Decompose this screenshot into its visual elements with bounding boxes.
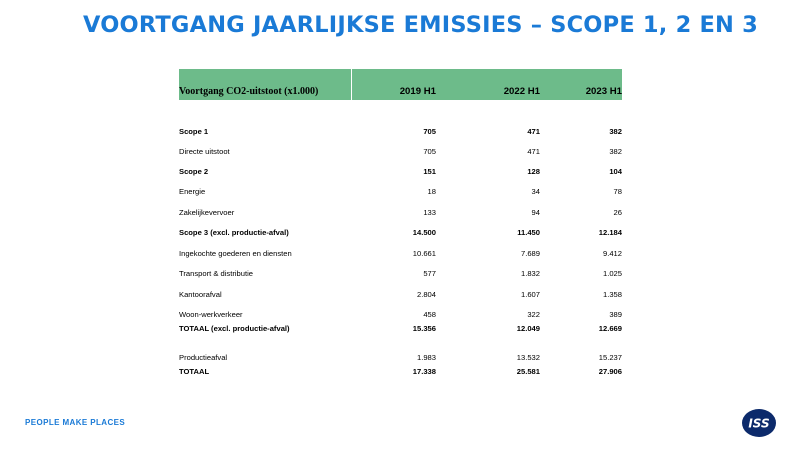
cell-2019: 14.500: [412, 228, 436, 237]
cell-2023: 382: [609, 127, 622, 136]
cell-2019: 577: [423, 269, 436, 278]
header-label: Voortgang CO2-uitstoot (x1.000): [179, 86, 319, 97]
table-row: [179, 290, 622, 302]
table-row: [179, 324, 622, 336]
cell-2023: 12.184: [598, 228, 622, 237]
cell-2023: 389: [609, 310, 622, 319]
cell-2023: 26: [613, 208, 622, 217]
cell-2019: 705: [423, 127, 436, 136]
cell-2019: 1.983: [416, 353, 436, 362]
cell-2023: 78: [613, 187, 622, 196]
table-row: [179, 310, 622, 322]
cell-2023: 1.358: [602, 290, 622, 299]
row-label: Scope 2: [179, 167, 209, 176]
cell-2023: 27.906: [598, 367, 622, 376]
cell-2019: 2.804: [416, 290, 436, 299]
logo-text: ISS: [748, 416, 770, 431]
row-label: Transport & distributie: [179, 269, 253, 278]
cell-2022: 128: [527, 167, 540, 176]
row-label: Woon-werkverkeer: [179, 310, 243, 319]
cell-2022: 322: [527, 310, 540, 319]
iss-logo: [741, 408, 777, 438]
row-label: Scope 3 (excl. productie-afval): [179, 228, 289, 237]
cell-2022: 1.832: [520, 269, 540, 278]
cell-2022: 471: [527, 147, 540, 156]
cell-2022: 11.450: [517, 228, 540, 237]
table-row: [179, 167, 622, 179]
header-2023-h1: 2023 H1: [585, 86, 622, 97]
cell-2022: 7.689: [520, 249, 540, 258]
footer-tagline: PEOPLE MAKE PLACES: [25, 418, 126, 427]
cell-2023: 104: [609, 167, 622, 176]
cell-2019: 17.338: [412, 367, 436, 376]
table-row: [179, 228, 622, 240]
table-row: [179, 147, 622, 159]
slide-title: VOORTGANG JAARLIJKSE EMISSIES – SCOPE 1, 2 EN 3: [83, 12, 758, 38]
cell-2022: 94: [531, 208, 540, 217]
cell-2019: 18: [427, 187, 436, 196]
table-row: [179, 269, 622, 281]
cell-2019: 15.356: [412, 324, 436, 333]
cell-2022: 471: [527, 127, 540, 136]
table-row: [179, 127, 622, 139]
table-row: [179, 208, 622, 220]
cell-2019: 705: [423, 147, 436, 156]
cell-2022: 34: [531, 187, 540, 196]
row-label: Scope 1: [179, 127, 209, 136]
cell-2023: 12.669: [598, 324, 622, 333]
row-label: Ingekochte goederen en diensten: [179, 249, 292, 258]
cell-2023: 382: [609, 147, 622, 156]
cell-2023: 15.237: [598, 353, 622, 362]
header-2019-h1: 2019 H1: [399, 86, 436, 97]
cell-2019: 151: [423, 167, 436, 176]
cell-2019: 10.661: [412, 249, 436, 258]
row-label: Productieafval: [179, 353, 228, 362]
header-2022-h1: 2022 H1: [503, 86, 540, 97]
table-header: [179, 69, 622, 100]
header-divider: [351, 69, 352, 100]
cell-2019: 458: [423, 310, 436, 319]
table-row: [179, 187, 622, 199]
cell-2022: 1.607: [520, 290, 540, 299]
cell-2022: 12.049: [516, 324, 540, 333]
row-label: TOTAAL (excl. productie-afval): [179, 324, 290, 333]
cell-2019: 133: [423, 208, 436, 217]
row-label: Zakelijkevervoer: [179, 208, 235, 217]
cell-2023: 9.412: [602, 249, 622, 258]
table-row: [179, 367, 622, 379]
row-label: Directe uitstoot: [179, 147, 230, 156]
table-row: [179, 353, 622, 365]
cell-2023: 1.025: [602, 269, 622, 278]
emissions-table: [179, 69, 622, 376]
row-label: Kantoorafval: [179, 290, 222, 299]
row-label: TOTAAL: [179, 367, 210, 376]
row-label: Energie: [179, 187, 206, 196]
table-row: [179, 249, 622, 261]
cell-2022: 13.532: [516, 353, 540, 362]
cell-2022: 25.581: [516, 367, 540, 376]
